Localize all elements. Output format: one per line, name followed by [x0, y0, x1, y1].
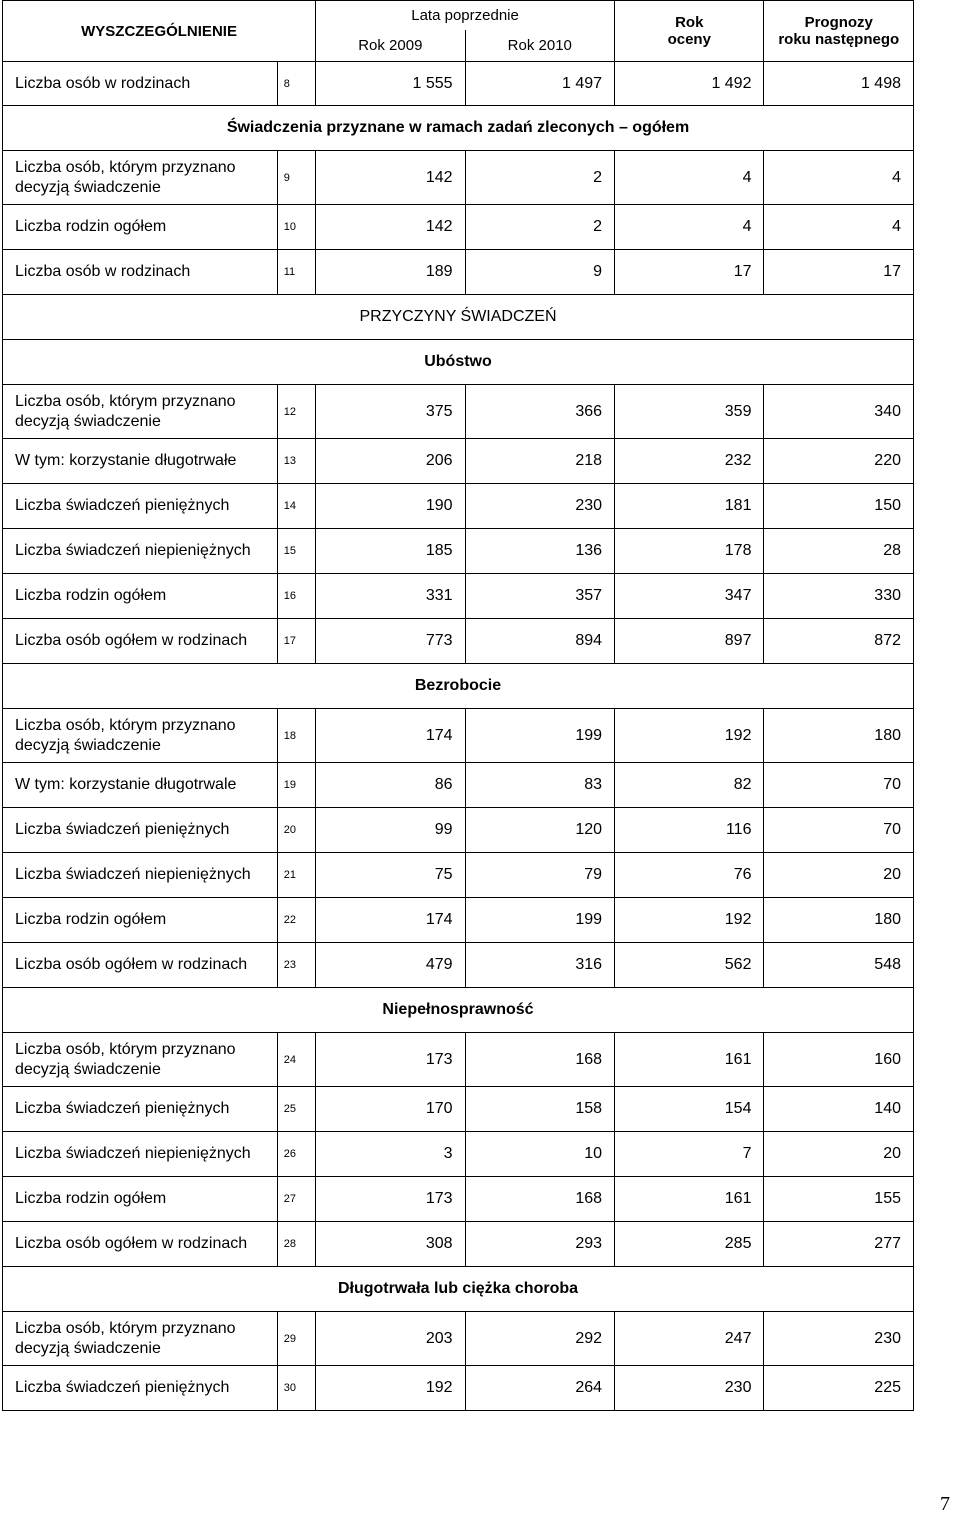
header-assessment-line2: oceny [667, 31, 711, 48]
value-forecast: 28 [764, 529, 914, 574]
table-row [3, 151, 914, 205]
table-row [3, 709, 914, 763]
row-label: Liczba świadczeń pieniężnych [3, 1087, 278, 1132]
row-number: 13 [277, 439, 315, 484]
value-2009: 86 [316, 763, 465, 808]
value-forecast: 20 [764, 853, 914, 898]
row-label: Liczba świadczeń pieniężnych [3, 484, 278, 529]
value-forecast: 160 [764, 1033, 914, 1087]
section-title: Ubóstwo [3, 340, 914, 385]
value-forecast: 340 [764, 385, 914, 439]
table-row [3, 439, 914, 484]
value-assessment-year: 178 [615, 529, 764, 574]
row-label: Liczba świadczeń pieniężnych [3, 808, 278, 853]
row-label: Liczba rodzin ogółem [3, 574, 278, 619]
row-number: 11 [277, 250, 315, 295]
value-2009: 189 [316, 250, 465, 295]
value-2009: 142 [316, 205, 465, 250]
value-2010: 2 [465, 151, 614, 205]
row-number: 9 [277, 151, 315, 205]
value-assessment-year: 17 [615, 250, 764, 295]
value-2010: 168 [465, 1177, 614, 1222]
table-row [3, 62, 914, 106]
row-number: 29 [277, 1312, 315, 1366]
header-forecast [764, 1, 914, 62]
row-number: 21 [277, 853, 315, 898]
header-forecast-line2: roku następnego [778, 31, 900, 48]
table-row [3, 205, 914, 250]
value-forecast: 225 [764, 1366, 914, 1411]
value-2009: 99 [316, 808, 465, 853]
value-2010: 264 [465, 1366, 614, 1411]
value-forecast: 155 [764, 1177, 914, 1222]
value-2010: 79 [465, 853, 614, 898]
value-2009: 190 [316, 484, 465, 529]
value-2009: 773 [316, 619, 465, 664]
value-forecast: 4 [764, 151, 914, 205]
section-row [3, 988, 914, 1033]
table-row [3, 763, 914, 808]
value-assessment-year: 897 [615, 619, 764, 664]
value-2010: 199 [465, 709, 614, 763]
value-assessment-year: 232 [615, 439, 764, 484]
value-2010: 292 [465, 1312, 614, 1366]
row-number: 23 [277, 943, 315, 988]
table-row [3, 574, 914, 619]
row-label: Liczba rodzin ogółem [3, 1177, 278, 1222]
value-2010: 230 [465, 484, 614, 529]
row-number: 17 [277, 619, 315, 664]
header-year-2009: Rok 2009 [316, 30, 465, 62]
row-label: Liczba osób ogółem w rodzinach [3, 619, 278, 664]
value-forecast: 70 [764, 763, 914, 808]
value-forecast: 17 [764, 250, 914, 295]
row-number: 20 [277, 808, 315, 853]
section-title: Świadczenia przyznane w ramach zadań zleconych – ogółem [3, 106, 914, 151]
header-assessment-year [615, 1, 764, 62]
section-title: Długotrwała lub ciężka choroba [3, 1267, 914, 1312]
value-forecast: 4 [764, 205, 914, 250]
section-row [3, 340, 914, 385]
row-number: 10 [277, 205, 315, 250]
row-label: W tym: korzystanie długotrwale [3, 763, 278, 808]
value-2009: 185 [316, 529, 465, 574]
table-row [3, 898, 914, 943]
row-number: 26 [277, 1132, 315, 1177]
table-row [3, 808, 914, 853]
row-number: 16 [277, 574, 315, 619]
value-2010: 136 [465, 529, 614, 574]
value-assessment-year: 359 [615, 385, 764, 439]
row-number: 19 [277, 763, 315, 808]
section-row [3, 664, 914, 709]
value-assessment-year: 82 [615, 763, 764, 808]
table-row [3, 1222, 914, 1267]
value-assessment-year: 192 [615, 898, 764, 943]
value-2010: 168 [465, 1033, 614, 1087]
table-row [3, 853, 914, 898]
table-row [3, 1177, 914, 1222]
value-forecast: 548 [764, 943, 914, 988]
table-row [3, 250, 914, 295]
value-assessment-year: 347 [615, 574, 764, 619]
value-2010: 83 [465, 763, 614, 808]
value-forecast: 180 [764, 898, 914, 943]
value-2009: 170 [316, 1087, 465, 1132]
table-row [3, 943, 914, 988]
value-2009: 192 [316, 1366, 465, 1411]
value-forecast: 330 [764, 574, 914, 619]
value-2009: 142 [316, 151, 465, 205]
table-row [3, 1033, 914, 1087]
table-row [3, 529, 914, 574]
header-assessment-line1: Rok [675, 14, 704, 31]
value-forecast: 140 [764, 1087, 914, 1132]
row-number: 27 [277, 1177, 315, 1222]
table-row [3, 619, 914, 664]
row-label: Liczba osób ogółem w rodzinach [3, 943, 278, 988]
value-assessment-year: 161 [615, 1033, 764, 1087]
value-2009: 173 [316, 1033, 465, 1087]
row-label: Liczba rodzin ogółem [3, 898, 278, 943]
section-row [3, 1267, 914, 1312]
value-forecast: 277 [764, 1222, 914, 1267]
value-forecast: 1 498 [764, 62, 914, 106]
table-row [3, 1087, 914, 1132]
value-assessment-year: 247 [615, 1312, 764, 1366]
value-2009: 331 [316, 574, 465, 619]
value-assessment-year: 154 [615, 1087, 764, 1132]
value-2009: 203 [316, 1312, 465, 1366]
table-row [3, 1312, 914, 1366]
row-number: 14 [277, 484, 315, 529]
value-2009: 206 [316, 439, 465, 484]
row-label: Liczba osób, którym przyznano decyzją świadczenie [3, 151, 278, 205]
value-assessment-year: 7 [615, 1132, 764, 1177]
value-2009: 3 [316, 1132, 465, 1177]
row-label: Liczba świadczeń niepieniężnych [3, 1132, 278, 1177]
row-number: 22 [277, 898, 315, 943]
row-label: Liczba rodzin ogółem [3, 205, 278, 250]
value-assessment-year: 562 [615, 943, 764, 988]
row-number: 8 [277, 62, 315, 106]
section-title: PRZYCZYNY ŚWIADCZEŃ [3, 295, 914, 340]
header-label: WYSZCZEGÓLNIENIE [3, 1, 316, 62]
header-year-2010: Rok 2010 [465, 30, 614, 62]
value-2010: 366 [465, 385, 614, 439]
row-number: 28 [277, 1222, 315, 1267]
row-label: Liczba świadczeń niepieniężnych [3, 529, 278, 574]
row-label: Liczba osób, którym przyznano decyzją świadczenie [3, 1033, 278, 1087]
value-2010: 357 [465, 574, 614, 619]
value-2009: 173 [316, 1177, 465, 1222]
row-label: Liczba świadczeń pieniężnych [3, 1366, 278, 1411]
value-2010: 120 [465, 808, 614, 853]
header-forecast-line1: Prognozy [804, 14, 873, 31]
value-forecast: 150 [764, 484, 914, 529]
section-row [3, 106, 914, 151]
table-row [3, 385, 914, 439]
header-prev-years: Lata poprzednie [316, 1, 615, 31]
value-2009: 375 [316, 385, 465, 439]
row-number: 25 [277, 1087, 315, 1132]
value-2010: 316 [465, 943, 614, 988]
value-forecast: 70 [764, 808, 914, 853]
value-2010: 293 [465, 1222, 614, 1267]
value-2010: 894 [465, 619, 614, 664]
row-label: Liczba osób w rodzinach [3, 62, 278, 106]
value-2010: 9 [465, 250, 614, 295]
row-number: 24 [277, 1033, 315, 1087]
section-title: Bezrobocie [3, 664, 914, 709]
value-assessment-year: 4 [615, 151, 764, 205]
value-2009: 75 [316, 853, 465, 898]
row-label: Liczba osób w rodzinach [3, 250, 278, 295]
row-label: Liczba osób, którym przyznano decyzją świadczenie [3, 709, 278, 763]
row-number: 18 [277, 709, 315, 763]
value-2010: 218 [465, 439, 614, 484]
value-2010: 1 497 [465, 62, 614, 106]
value-assessment-year: 76 [615, 853, 764, 898]
row-label: Liczba osób, którym przyznano decyzją świadczenie [3, 1312, 278, 1366]
section-title: Niepełnosprawność [3, 988, 914, 1033]
value-2010: 2 [465, 205, 614, 250]
value-forecast: 20 [764, 1132, 914, 1177]
value-forecast: 180 [764, 709, 914, 763]
value-2009: 174 [316, 898, 465, 943]
value-forecast: 230 [764, 1312, 914, 1366]
value-assessment-year: 181 [615, 484, 764, 529]
value-2009: 1 555 [316, 62, 465, 106]
data-table [2, 0, 914, 1411]
row-label: W tym: korzystanie długotrwałe [3, 439, 278, 484]
value-assessment-year: 1 492 [615, 62, 764, 106]
row-label: Liczba osób, którym przyznano decyzją świadczenie [3, 385, 278, 439]
value-2010: 158 [465, 1087, 614, 1132]
value-2009: 479 [316, 943, 465, 988]
table-row [3, 1132, 914, 1177]
value-assessment-year: 192 [615, 709, 764, 763]
table-row [3, 484, 914, 529]
value-2009: 308 [316, 1222, 465, 1267]
row-label: Liczba osób ogółem w rodzinach [3, 1222, 278, 1267]
row-number: 30 [277, 1366, 315, 1411]
value-2010: 10 [465, 1132, 614, 1177]
value-assessment-year: 4 [615, 205, 764, 250]
value-2009: 174 [316, 709, 465, 763]
value-assessment-year: 161 [615, 1177, 764, 1222]
value-2010: 199 [465, 898, 614, 943]
row-number: 15 [277, 529, 315, 574]
value-forecast: 872 [764, 619, 914, 664]
table-row [3, 1366, 914, 1411]
row-number: 12 [277, 385, 315, 439]
value-assessment-year: 285 [615, 1222, 764, 1267]
value-assessment-year: 230 [615, 1366, 764, 1411]
section-row [3, 295, 914, 340]
value-assessment-year: 116 [615, 808, 764, 853]
value-forecast: 220 [764, 439, 914, 484]
page-number: 7 [940, 1493, 950, 1515]
row-label: Liczba świadczeń niepieniężnych [3, 853, 278, 898]
